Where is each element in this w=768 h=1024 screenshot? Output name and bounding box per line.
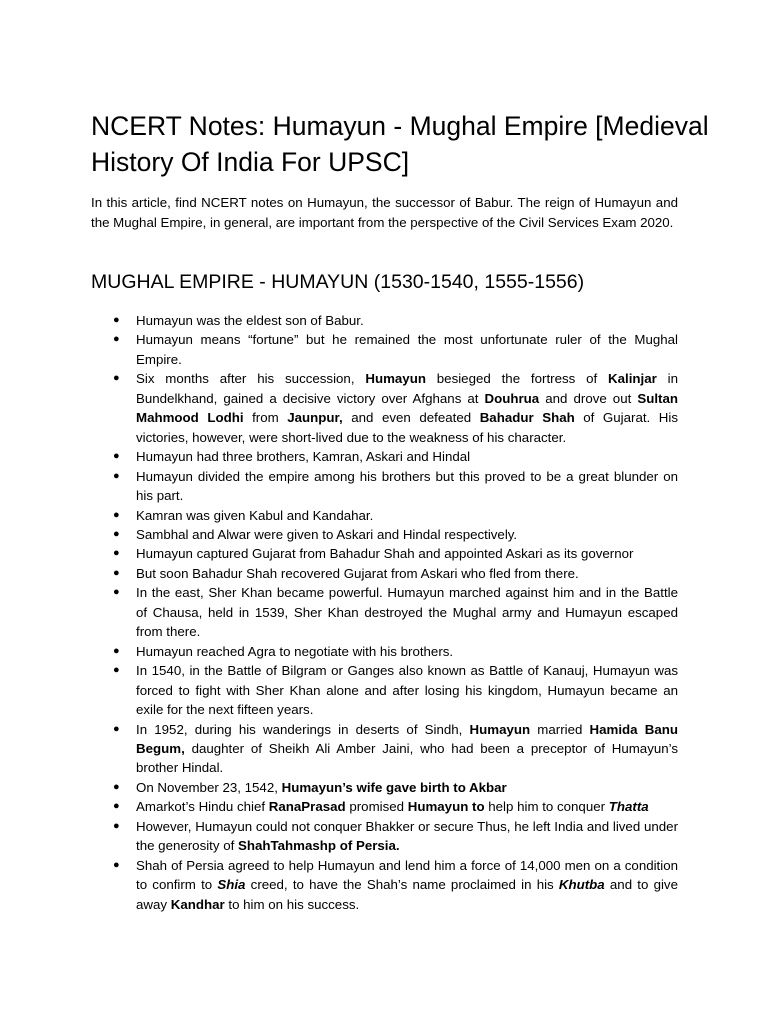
bullet-dot-icon: ● — [113, 800, 120, 813]
bullet-emphasis-text: Sultan Mahmood Lodhi — [136, 390, 678, 426]
bullet-text: Shah of Persia agreed to help Humayun and lend him a force of 14,000 men on a condition to confirm to — [136, 857, 678, 893]
bullet-item — [113, 778, 678, 797]
bullet-item — [113, 642, 678, 661]
bullet-text: But soon Bahadur Shah recovered Gujarat from Askari who fled from there. — [136, 565, 579, 581]
bullet-dot-icon: ● — [113, 333, 120, 346]
bullet-dot-icon: ● — [113, 780, 120, 793]
bullet-emphasis-text: Humayun’s wife gave birth to Akbar — [281, 779, 507, 795]
bullet-dot-icon: ● — [113, 566, 120, 579]
bullet-item — [113, 311, 678, 330]
bullet-item — [113, 661, 678, 719]
bullet-emphasis-text: RanaPrasad — [268, 799, 346, 815]
bullet-text: Humayun was the eldest son of Babur. — [136, 313, 364, 328]
bullet-text: In 1540, in the Battle of Bilgram or Ganges also known as Battle of Kanauj, Humayun was forced to fight with Sher Khan alone and after losing his kingdom, Humayun became an exile for the next fifteen years. — [136, 663, 678, 718]
bullet-emphasis-text: Kandhar — [170, 896, 225, 912]
bullet-dot-icon: ● — [113, 527, 120, 540]
bullet-item — [113, 564, 678, 583]
bullet-emphasis-text: Humayun — [469, 721, 531, 737]
bullet-list — [113, 311, 678, 914]
bullet-text: In the east, Sher Khan became powerful. Humayun marched against him and in the Battle of Chausa, held in 1539, Sher Khan destroyed the Mughal army and Humayun escaped from there. — [136, 585, 678, 640]
bullet-text: Humayun captured Gujarat from Bahadur Shah and appointed Askari as its governor — [136, 546, 634, 562]
bullet-item — [113, 583, 678, 641]
bullet-text: and to give away — [136, 877, 678, 912]
bullet-dot-icon: ● — [113, 372, 120, 385]
bullet-emphasis-text: ShahTahmashp of Persia. — [238, 838, 400, 854]
bullet-emphasis-text: Bahadur Shah — [479, 410, 575, 426]
bullet-text: in Bundelkhand, gained a decisive victory over Afghans at — [136, 371, 679, 406]
bullet-text: Humayun reached Agra to negotiate with his brothers. — [136, 643, 454, 659]
bullet-text: promised — [345, 799, 408, 815]
bullet-item — [113, 369, 678, 447]
bullet-text: On November 23, 1542, — [136, 779, 282, 795]
bullet-emphasis-text: Khutba — [558, 877, 605, 893]
bullet-emphasis-text: Thatta — [608, 799, 649, 815]
bullet-text: married — [530, 721, 590, 737]
bullet-text: However, Humayun could not conquer Bhakker or secure Thus, he left India and lived under the generosity of — [136, 818, 678, 854]
bullet-text: besieged the fortress of — [425, 371, 609, 387]
bullet-text: to him on his success. — [224, 896, 360, 912]
section-heading: MUGHAL EMPIRE - HUMAYUN (1530-1540, 1555-1556) — [91, 271, 585, 293]
bullet-item — [113, 797, 678, 816]
bullet-text: In 1952, during his wanderings in deserts of Sindh, — [136, 721, 470, 737]
bullet-emphasis-text: Shia — [217, 877, 246, 893]
bullet-text: Kamran was given Kabul and Kandahar. — [136, 507, 374, 523]
bullet-text: Humayun divided the empire among his brothers but this proved to be a great blunder on his part. — [136, 468, 678, 504]
bullet-text: of Gujarat. His victories, however, were short-lived due to the weakness of his character. — [136, 410, 678, 445]
bullet-item — [113, 467, 678, 506]
bullet-emphasis-text: Hamida Banu Begum, — [136, 721, 678, 756]
bullet-dot-icon: ● — [113, 819, 120, 832]
bullet-emphasis-text: Jaunpur, — [287, 410, 343, 426]
bullet-text: Amarkot’s Hindu chief — [136, 799, 269, 815]
bullet-item — [113, 817, 678, 856]
bullet-dot-icon: ● — [113, 664, 120, 677]
bullet-text: from — [243, 410, 288, 426]
bullet-text: Humayun means “fortune” but he remained the most unfortunate ruler of the Mughal Empire. — [136, 332, 678, 367]
bullet-text: Sambhal and Alwar were given to Askari and Hindal respectively. — [136, 526, 518, 542]
bullet-dot-icon: ● — [113, 858, 120, 871]
bullet-dot-icon: ● — [113, 644, 120, 657]
bullet-text: and drove out — [539, 390, 638, 406]
bullet-item — [113, 525, 678, 544]
intro-paragraph: In this article, find NCERT notes on Humayun, the successor of Babur. The reign of Humayun and the Mughal Empire, in general, are important from the perspective of the Civil Services Exam 2020. — [91, 195, 678, 230]
bullet-text: creed, to have the Shah’s name proclaimed in his — [245, 877, 559, 893]
bullet-item — [113, 720, 678, 778]
bullet-text: help him to conquer — [484, 799, 609, 815]
bullet-text: daughter of Sheikh Ali Amber Jaini, who had been a preceptor of Humayun’s brother Hindal. — [136, 740, 678, 776]
bullet-dot-icon: ● — [113, 469, 120, 482]
bullet-dot-icon: ● — [113, 508, 120, 521]
bullet-dot-icon: ● — [113, 722, 120, 735]
bullet-item — [113, 856, 678, 914]
bullet-dot-icon: ● — [113, 450, 120, 463]
bullet-text: Six months after his succession, — [136, 371, 366, 387]
bullet-emphasis-text: Humayun to — [407, 799, 485, 815]
bullet-emphasis-text: Douhrua — [484, 390, 540, 406]
bullet-item — [113, 506, 678, 525]
bullet-emphasis-text: Kalinjar — [608, 371, 657, 387]
bullet-text: Humayun had three brothers, Kamran, Askari and Hindal — [136, 449, 471, 465]
bullet-item — [113, 544, 678, 563]
bullet-emphasis-text: Humayun — [365, 371, 426, 387]
bullet-dot-icon: ● — [113, 314, 120, 326]
bullet-dot-icon: ● — [113, 547, 120, 560]
bullet-item — [113, 447, 678, 466]
bullet-item — [113, 330, 678, 369]
bullet-text: and even defeated — [342, 410, 480, 426]
page-title: NCERT Notes: Humayun - Mughal Empire [Medieval History Of India For UPSC] — [91, 111, 709, 177]
bullet-dot-icon: ● — [113, 586, 120, 599]
